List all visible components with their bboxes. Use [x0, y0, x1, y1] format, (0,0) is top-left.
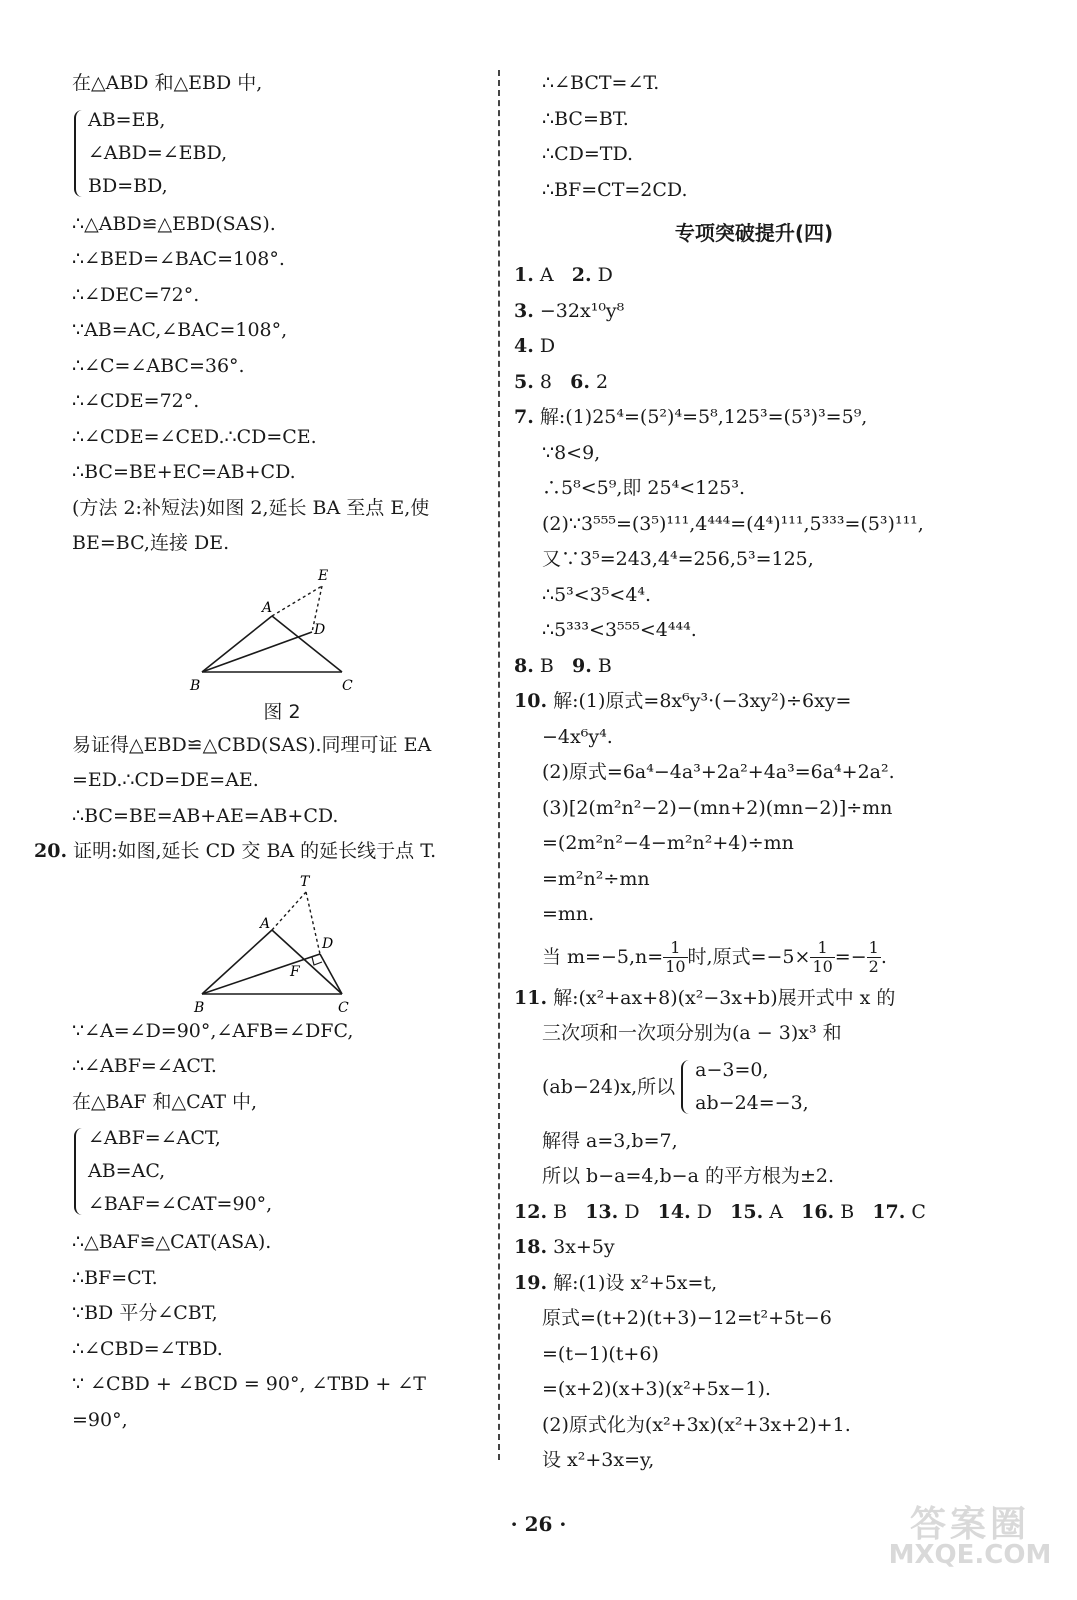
column-divider — [498, 70, 500, 1460]
text-line: ∴△ABD≌△EBD(SAS). — [72, 212, 276, 235]
text-line: 又∵3⁵=243,4⁴=256,5³=125, — [542, 548, 814, 570]
text-line: 原式=(t+2)(t+3)−12=t²+5t−6 — [542, 1307, 832, 1329]
text-line: AB=EB, — [88, 108, 166, 131]
text-line: ∴∠CDE=72°. — [72, 390, 200, 412]
answer-text: D — [597, 264, 613, 286]
text-line: ∴△BAF≌△CAT(ASA). — [72, 1231, 272, 1253]
question-10 — [514, 684, 994, 720]
text-line: ∴∠CBD=∠TBD. — [72, 1337, 223, 1360]
text-line: a−3=0, — [695, 1058, 769, 1081]
text-fragment: =− — [834, 945, 867, 968]
question-number: 7. — [514, 406, 534, 428]
text-line: BE=BC,连接 DE. — [72, 532, 230, 554]
answer-text: D — [696, 1200, 713, 1223]
answer-row — [514, 294, 994, 330]
question-number: 18. — [514, 1236, 548, 1258]
text-line: ∴∠C=∠ABC=36°. — [72, 354, 245, 377]
section-heading: 专项突破提升(四) — [674, 221, 834, 245]
question-number: 13. — [585, 1200, 619, 1223]
question-text: 解:(x²+ax+8)(x²−3x+b)展开式中 x 的 — [553, 986, 896, 1009]
question-7 — [514, 400, 994, 436]
text-line: ∵∠A=∠D=90°,∠AFB=∠DFC, — [72, 1019, 354, 1042]
answer-text: B — [840, 1200, 855, 1223]
text-line: ∴∠ABF=∠ACT. — [72, 1055, 217, 1077]
text-fragment: . — [880, 945, 887, 968]
text-line: ∴BC=BE=AB+AE=AB+CD. — [72, 804, 339, 827]
question-text: 证明:如图,延长 CD 交 BA 的延长线于点 T. — [73, 840, 437, 862]
question-number: 19. — [514, 1271, 548, 1294]
text-line: ab−24=−3, — [695, 1091, 809, 1114]
point-label: D — [322, 935, 334, 952]
text-line: ∴BF=CT=2CD. — [542, 178, 688, 201]
figure-2-diagram — [182, 566, 382, 696]
text-fragment: (ab−24)x,所以 — [542, 1075, 676, 1098]
text-line: 在△ABD 和△EBD 中, — [72, 72, 263, 94]
question-text: 解:(1)原式=8x⁶y³·(−3xy²)÷6xy= — [553, 690, 852, 712]
left-column — [34, 66, 492, 1438]
text-line: ∴5³<3⁵<4⁴. — [542, 583, 652, 606]
page-number: · 26 · — [510, 1512, 567, 1536]
question-19 — [514, 1266, 994, 1302]
question-number: 5. — [514, 370, 534, 393]
text-line: ∠BAF=∠CAT=90°, — [88, 1193, 273, 1215]
text-line: AB=AC, — [88, 1160, 166, 1182]
answer-text: D — [539, 335, 556, 357]
text-line: =(x+2)(x+3)(x²+5x−1). — [542, 1378, 771, 1400]
question-20 — [34, 834, 492, 870]
watermark-text: 答案圈 — [909, 1504, 1030, 1545]
text-line: (2)原式=6a⁴−4a³+2a²+4a³=6a⁴+2a². — [542, 761, 895, 783]
text-line: 解得 a=3,b=7, — [542, 1129, 678, 1152]
question-number: 6. — [570, 370, 590, 393]
numerator: 1 — [810, 939, 834, 958]
point-label: C — [342, 677, 353, 694]
text-line: ∠ABF=∠ACT, — [88, 1127, 221, 1149]
text-line: ∠ABD=∠EBD, — [88, 141, 228, 164]
text-line: ∵AB=AC,∠BAC=108°, — [72, 319, 288, 341]
text-line: ∴∠BCT=∠T. — [542, 72, 660, 94]
answer-text: B — [597, 654, 612, 677]
text-line: ∴BF=CT. — [72, 1266, 158, 1289]
question-number: 8. — [514, 654, 534, 677]
text-line: 易证得△EBD≌△CBD(SAS).同理可证 EA — [72, 733, 432, 756]
question-text: 解:(1)设 x²+5x=t, — [553, 1271, 718, 1294]
text-line — [514, 933, 994, 981]
text-line: ∴5⁸<5⁹,即 25⁴<125³. — [542, 477, 746, 499]
question-number: 9. — [571, 654, 592, 677]
text-line: 三次项和一次项分别为(a − 3)x³ 和 — [542, 1022, 842, 1044]
answer-text: C — [911, 1200, 926, 1223]
answer-row — [514, 329, 994, 365]
text-line: ∴BC=BE+EC=AB+CD. — [72, 461, 296, 483]
text-line: =m²n²÷mn — [542, 867, 650, 890]
text-line: 所以 b−a=4,b−a 的平方根为±2. — [542, 1165, 834, 1187]
answer-text: B — [539, 654, 554, 677]
fraction — [867, 939, 881, 976]
numerator: 1 — [663, 939, 687, 958]
question-11 — [514, 981, 994, 1017]
answer-text: 2 — [596, 370, 609, 393]
point-label: A — [260, 915, 271, 932]
text-line: ∴∠DEC=72°. — [72, 283, 200, 306]
text-fragment: 当 m=−5,n= — [542, 945, 664, 968]
question-number: 11. — [514, 986, 548, 1009]
point-label: T — [300, 873, 310, 890]
question-number: 1. — [514, 264, 534, 286]
text-line: =ED.∴CD=DE=AE. — [72, 769, 259, 791]
point-label: A — [262, 599, 273, 616]
point-label: B — [190, 677, 201, 694]
fraction — [663, 939, 687, 976]
figure-caption: 图 2 — [263, 700, 301, 723]
answer-text: 3x+5y — [553, 1236, 615, 1258]
text-line: =(t−1)(t+6) — [542, 1342, 659, 1365]
question-number: 20. — [34, 840, 68, 862]
denominator: 2 — [868, 957, 879, 976]
text-line: ∵ ∠CBD + ∠BCD = 90°, ∠TBD + ∠T — [72, 1373, 426, 1395]
point-label: B — [194, 999, 205, 1014]
answer-row — [514, 365, 994, 401]
question-number: 17. — [872, 1200, 906, 1223]
watermark-logo — [880, 1504, 1060, 1590]
text-line — [514, 1052, 994, 1124]
answer-text: 8 — [539, 370, 552, 393]
question-number: 15. — [730, 1200, 764, 1223]
answer-text: A — [769, 1200, 783, 1223]
question-number: 10. — [514, 690, 548, 712]
answer-row — [514, 258, 994, 294]
text-line: ∴∠BED=∠BAC=108°. — [72, 248, 285, 270]
text-line: BD=BD, — [88, 174, 168, 197]
answer-row — [514, 1230, 994, 1266]
text-line: (2)∵3⁵⁵⁵=(3⁵)¹¹¹,4⁴⁴⁴=(4⁴)¹¹¹,5³³³=(5³)¹¹¹, — [542, 512, 924, 535]
text-line: =mn. — [542, 903, 595, 925]
right-column — [514, 66, 994, 1479]
text-line: (3)[2(m²n²−2)−(mn+2)(mn−2)]÷mn — [542, 796, 893, 819]
text-line: =90°, — [72, 1408, 128, 1431]
point-label: C — [338, 999, 349, 1014]
numerator: 1 — [868, 938, 879, 957]
watermark-text: MXQE.COM — [888, 1540, 1052, 1570]
denominator: 10 — [665, 957, 686, 976]
answer-text: B — [553, 1200, 568, 1223]
figure-3-diagram — [172, 874, 372, 1014]
text-line: −4x⁶y⁴. — [542, 725, 613, 748]
question-number: 3. — [514, 299, 534, 322]
question-number: 14. — [657, 1200, 691, 1223]
denominator: 10 — [812, 957, 833, 976]
answer-text: A — [539, 264, 554, 286]
answer-row — [514, 649, 994, 685]
text-line: ∴5³³³<3⁵⁵⁵<4⁴⁴⁴. — [542, 619, 697, 641]
point-label: D — [314, 621, 326, 638]
text-line: =(2m²n²−4−m²n²+4)÷mn — [542, 832, 794, 854]
answer-text: −32x¹⁰y⁸ — [539, 299, 625, 322]
fraction — [810, 939, 834, 976]
text-line: ∴∠CDE=∠CED.∴CD=CE. — [72, 425, 317, 448]
answer-text: D — [624, 1200, 640, 1223]
equation-system — [679, 1054, 809, 1120]
point-label: E — [318, 567, 329, 584]
text-line: ∴CD=TD. — [542, 143, 634, 165]
text-line: 设 x²+3x=y, — [542, 1449, 655, 1471]
text-line: 在△BAF 和△CAT 中, — [72, 1090, 258, 1113]
question-number: 12. — [514, 1200, 548, 1223]
answer-row — [514, 1195, 994, 1231]
text-line: (2)原式化为(x²+3x)(x²+3x+2)+1. — [542, 1413, 851, 1436]
text-line: ∵BD 平分∠CBT, — [72, 1302, 218, 1324]
question-text: 解:(1)25⁴=(5²)⁴=5⁸,125³=(5³)³=5⁹, — [539, 406, 868, 428]
question-number: 16. — [801, 1200, 835, 1223]
text-line: ∵8<9, — [542, 441, 601, 464]
equation-system — [72, 104, 492, 203]
text-fragment: 时,原式=−5× — [687, 945, 811, 968]
equation-system — [72, 1122, 492, 1221]
question-number: 2. — [571, 264, 592, 286]
text-line: ∴BC=BT. — [542, 107, 629, 130]
text-line: (方法 2:补短法)如图 2,延长 BA 至点 E,使 — [72, 496, 430, 519]
question-number: 4. — [514, 335, 534, 357]
point-label: F — [290, 963, 300, 980]
